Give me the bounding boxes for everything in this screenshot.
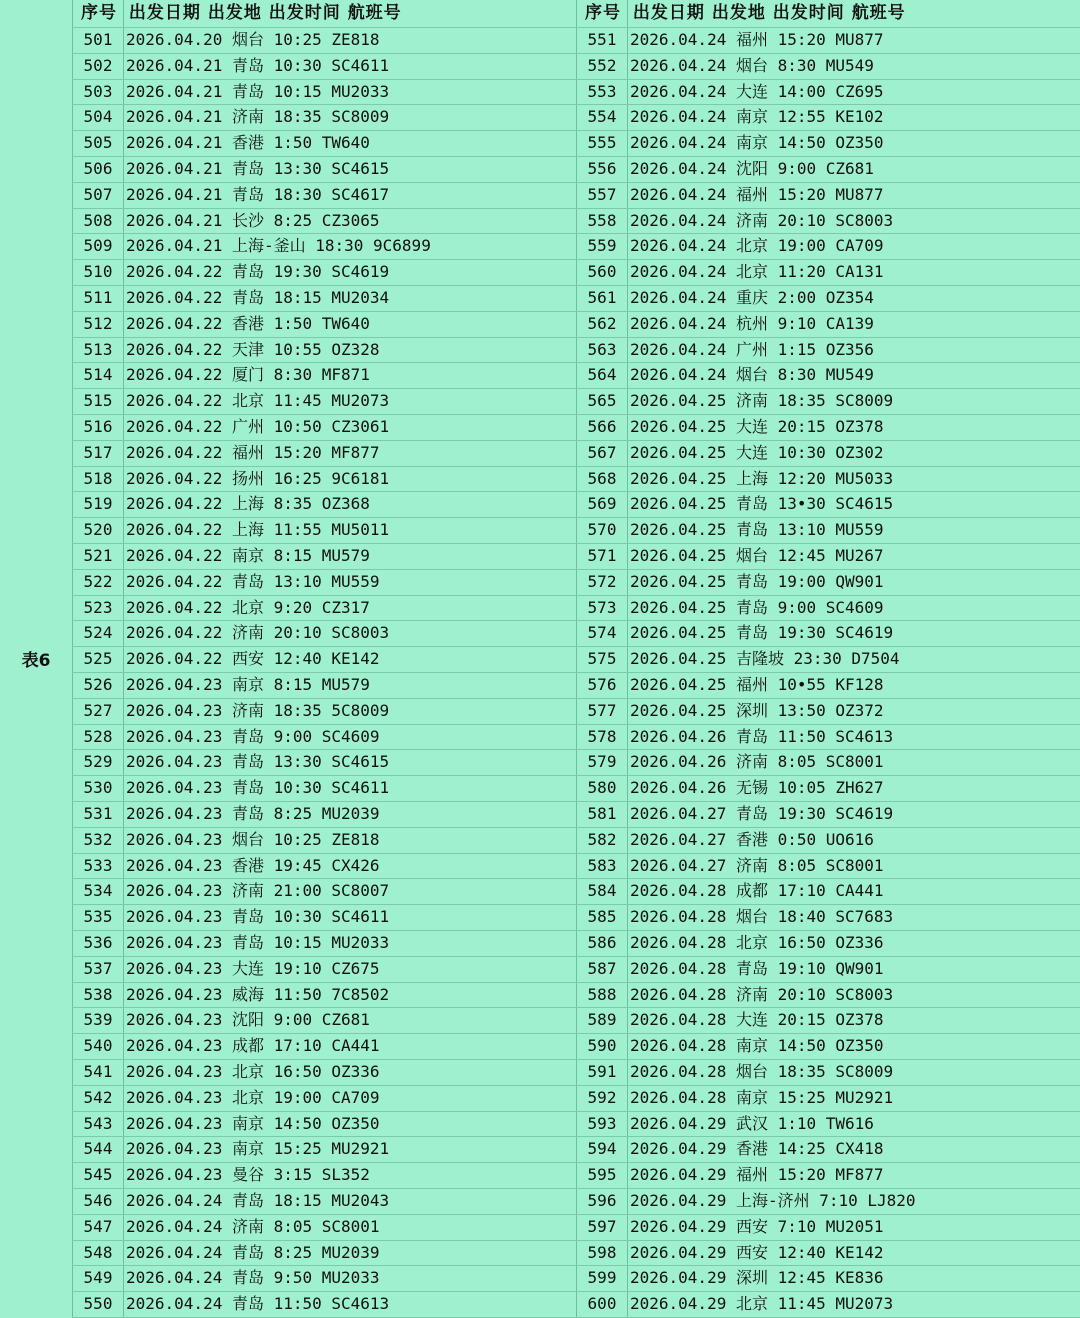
row-number: 590 [587,1036,617,1056]
row-divider [72,208,1080,209]
row-number: 563 [587,339,617,359]
flight-info: 2026.04.29 香港 14:25 CX418 [630,1139,884,1159]
row-number: 561 [587,288,617,307]
flight-info: 2026.04.24 烟台 8:30 MU549 [630,55,874,75]
row-number: 515 [83,391,113,411]
row-divider [72,853,1080,854]
flight-info: 2026.04.24 沈阳 9:00 CZ681 [630,159,874,178]
flight-info: 2026.04.23 大连 19:10 CZ675 [126,958,380,978]
flight-info: 2026.04.24 北京 19:00 CA709 [630,236,884,256]
row-number: 597 [587,1216,617,1236]
row-number: 573 [587,597,617,617]
header-origin: 出发地 [207,3,262,23]
flight-info: 2026.04.25 济南 18:35 SC8009 [630,391,894,411]
row-number: 537 [83,958,113,978]
row-number: 557 [587,184,617,204]
row-number: 504 [83,107,113,127]
row-divider [72,595,1080,596]
flight-info: 2026.04.22 香港 1:50 TW640 [126,313,370,333]
row-number: 527 [83,700,113,720]
flight-info: 2026.04.22 上海 11:55 MU5011 [126,520,390,540]
flight-info: 2026.04.21 香港 1:50 TW640 [126,133,370,153]
row-divider [72,517,1080,518]
flight-info: 2026.04.25 烟台 12:45 MU267 [630,546,884,565]
row-number: 560 [587,262,617,282]
flight-info: 2026.04.26 青岛 11:50 SC4613 [630,726,894,746]
row-divider [72,904,1080,905]
flight-info: 2026.04.22 扬州 16:25 9C6181 [126,468,390,488]
flight-info: 2026.04.24 济南 20:10 SC8003 [630,210,894,230]
row-divider [72,130,1080,131]
flight-info: 2026.04.24 青岛 11:50 SC4613 [126,1294,390,1314]
row-divider [72,440,1080,441]
flight-info: 2026.04.22 青岛 19:30 SC4619 [126,262,390,282]
row-divider [72,569,1080,570]
flight-info: 2026.04.28 青岛 19:10 QW901 [630,958,884,978]
flight-info: 2026.04.24 济南 8:05 SC8001 [126,1216,380,1236]
row-number: 516 [83,417,113,436]
flight-info: 2026.04.23 北京 16:50 OZ336 [126,1062,380,1081]
flight-info: 2026.04.26 济南 8:05 SC8001 [630,752,884,772]
header-no: 序号 [585,3,621,23]
row-number: 596 [587,1191,617,1210]
flight-info: 2026.04.22 上海 8:35 OZ368 [126,494,370,514]
row-number: 545 [83,1165,113,1185]
row-divider [72,956,1080,957]
row-number: 600 [587,1294,617,1314]
row-number: 569 [587,494,617,514]
row-divider [72,233,1080,234]
row-divider [72,182,1080,183]
row-divider [72,53,1080,54]
row-number: 581 [587,804,617,823]
flight-info: 2026.04.28 北京 16:50 OZ336 [630,933,884,952]
row-number: 536 [83,933,113,952]
row-number: 524 [83,623,113,643]
row-number: 542 [83,1087,113,1107]
flight-info: 2026.04.23 香港 19:45 CX426 [126,855,380,875]
right-header-row [580,0,906,27]
row-number: 523 [83,597,113,617]
flight-info: 2026.04.23 南京 14:50 OZ350 [126,1113,380,1133]
flight-info: 2026.04.25 上海 12:20 MU5033 [630,468,894,488]
row-divider [72,388,1080,389]
flight-info: 2026.04.22 北京 11:45 MU2073 [126,391,390,411]
row-number: 519 [83,494,113,514]
flight-info: 2026.04.25 吉隆坡 23:30 D7504 [630,649,900,669]
flight-info: 2026.04.29 福州 15:20 MF877 [630,1165,884,1185]
flight-info: 2026.04.24 大连 14:00 CZ695 [630,81,884,101]
flight-info: 2026.04.23 青岛 9:00 SC4609 [126,726,380,746]
flight-info: 2026.04.27 济南 8:05 SC8001 [630,855,884,875]
flight-info: 2026.04.21 济南 18:35 SC8009 [126,107,390,127]
header-time: 出发时间 [772,3,845,23]
row-number: 508 [83,210,113,230]
flight-info: 2026.04.23 青岛 8:25 MU2039 [126,804,380,823]
row-divider [72,285,1080,286]
flight-info: 2026.04.22 福州 15:20 MF877 [126,442,380,462]
flight-info: 2026.04.28 南京 15:25 MU2921 [630,1087,894,1107]
flight-info: 2026.04.25 深圳 13:50 OZ372 [630,700,884,720]
flight-info: 2026.04.29 上海-济州 7:10 LJ820 [630,1191,916,1210]
flight-info: 2026.04.24 烟台 8:30 MU549 [630,365,874,385]
row-number: 546 [83,1191,113,1210]
flight-info: 2026.04.21 长沙 8:25 CZ3065 [126,210,380,230]
flight-info: 2026.04.24 青岛 8:25 MU2039 [126,1242,380,1262]
row-divider [72,620,1080,621]
row-number: 513 [83,339,113,359]
flight-info: 2026.04.29 北京 11:45 MU2073 [630,1294,894,1314]
row-number: 578 [587,726,617,746]
row-number: 595 [587,1165,617,1185]
row-number: 567 [587,442,617,462]
row-divider [72,698,1080,699]
row-divider [72,1085,1080,1086]
row-divider [72,1007,1080,1008]
row-number: 575 [587,649,617,669]
flight-info: 2026.04.24 北京 11:20 CA131 [630,262,884,282]
flight-info: 2026.04.25 青岛 13•30 SC4615 [630,494,894,514]
row-number: 585 [587,907,617,927]
row-number: 543 [83,1113,113,1133]
row-number: 530 [83,778,113,798]
flight-info: 2026.04.24 南京 14:50 OZ350 [630,133,884,153]
row-divider [72,1162,1080,1163]
row-number: 566 [587,417,617,436]
flight-info: 2026.04.23 南京 15:25 MU2921 [126,1139,390,1159]
row-number: 574 [587,623,617,643]
flight-info: 2026.04.27 青岛 19:30 SC4619 [630,804,894,823]
row-number: 538 [83,984,113,1004]
flight-info: 2026.04.23 烟台 10:25 ZE818 [126,829,380,849]
flight-info: 2026.04.29 西安 7:10 MU2051 [630,1216,884,1236]
row-number: 512 [83,313,113,333]
row-number: 582 [587,829,617,849]
row-number: 592 [587,1087,617,1107]
flight-info: 2026.04.22 北京 9:20 CZ317 [126,597,370,617]
flight-info: 2026.04.24 福州 15:20 MU877 [630,30,884,49]
flight-info: 2026.04.24 重庆 2:00 OZ354 [630,288,874,307]
flight-info: 2026.04.22 济南 20:10 SC8003 [126,623,390,643]
row-divider [72,1136,1080,1137]
flight-info: 2026.04.22 青岛 13:10 MU559 [126,571,380,591]
flight-info: 2026.04.25 青岛 19:00 QW901 [630,571,884,591]
row-number: 565 [587,391,617,411]
flight-info: 2026.04.22 厦门 8:30 MF871 [126,365,370,385]
row-number: 556 [587,159,617,178]
row-number: 507 [83,184,113,204]
row-number: 589 [587,1010,617,1030]
row-number: 509 [83,236,113,256]
flight-info: 2026.04.22 广州 10:50 CZ3061 [126,417,390,436]
row-divider [72,672,1080,673]
row-divider [72,1240,1080,1241]
row-number: 522 [83,571,113,591]
row-divider [72,259,1080,260]
row-number: 525 [83,649,113,669]
flight-info: 2026.04.29 西安 12:40 KE142 [630,1242,884,1262]
flight-info: 2026.04.21 青岛 10:30 SC4611 [126,55,390,75]
flight-info: 2026.04.23 济南 18:35 5C8009 [126,700,390,720]
row-divider [72,27,1080,28]
row-divider [72,414,1080,415]
row-divider [72,79,1080,80]
flight-info: 2026.04.23 济南 21:00 SC8007 [126,881,390,901]
header-origin: 出发地 [711,3,766,23]
row-number: 580 [587,778,617,798]
row-number: 502 [83,55,113,75]
row-divider [72,646,1080,647]
row-divider [72,466,1080,467]
flight-info: 2026.04.25 大连 20:15 OZ378 [630,417,884,436]
row-number: 571 [587,546,617,565]
row-number: 570 [587,520,617,540]
row-number: 552 [587,55,617,75]
row-number: 579 [587,752,617,772]
left-header-row [76,0,402,27]
header-flight: 航班号 [851,3,906,23]
flight-info: 2026.04.23 威海 11:50 7C8502 [126,984,390,1004]
row-divider [72,1033,1080,1034]
row-number: 539 [83,1010,113,1030]
flight-info: 2026.04.28 烟台 18:40 SC7683 [630,907,894,927]
flight-info: 2026.04.28 济南 20:10 SC8003 [630,984,894,1004]
row-divider [72,1111,1080,1112]
row-divider [72,930,1080,931]
flight-info: 2026.04.25 青岛 13:10 MU559 [630,520,884,540]
row-number: 586 [587,933,617,952]
row-number: 534 [83,881,113,901]
flight-info: 2026.04.22 天津 10:55 OZ328 [126,339,380,359]
row-number: 555 [587,133,617,153]
flight-info: 2026.04.23 北京 19:00 CA709 [126,1087,380,1107]
row-number: 503 [83,81,113,101]
row-number: 591 [587,1062,617,1081]
row-number: 549 [83,1268,113,1288]
row-divider [72,775,1080,776]
flight-info: 2026.04.23 成都 17:10 CA441 [126,1036,380,1056]
row-divider [72,311,1080,312]
row-number: 517 [83,442,113,462]
row-number: 583 [587,855,617,875]
row-number: 521 [83,546,113,565]
row-number: 572 [587,571,617,591]
row-number: 587 [587,958,617,978]
row-divider [72,1291,1080,1292]
row-number: 593 [587,1113,617,1133]
row-number: 553 [587,81,617,101]
row-divider [72,1214,1080,1215]
row-number: 529 [83,752,113,772]
flight-info: 2026.04.27 香港 0:50 UO616 [630,829,874,849]
flight-info: 2026.04.23 青岛 13:30 SC4615 [126,752,390,772]
flight-info: 2026.04.21 青岛 10:15 MU2033 [126,81,390,101]
flight-info: 2026.04.24 广州 1:15 OZ356 [630,339,874,359]
flight-info: 2026.04.26 无锡 10:05 ZH627 [630,778,884,798]
flight-info: 2026.04.29 武汉 1:10 TW616 [630,1113,874,1133]
row-divider [72,491,1080,492]
flight-info: 2026.04.20 烟台 10:25 ZE818 [126,30,380,49]
row-number: 505 [83,133,113,153]
flight-info: 2026.04.25 福州 10•55 KF128 [630,675,884,694]
flight-info: 2026.04.25 青岛 9:00 SC4609 [630,597,884,617]
row-number: 551 [587,30,617,49]
row-divider [72,156,1080,157]
row-number: 501 [83,30,113,49]
flight-info: 2026.04.28 烟台 18:35 SC8009 [630,1062,894,1081]
row-number: 598 [587,1242,617,1262]
row-number: 528 [83,726,113,746]
row-divider [72,749,1080,750]
row-divider [72,1265,1080,1266]
row-number: 584 [587,881,617,901]
flight-info: 2026.04.21 青岛 18:30 SC4617 [126,184,390,204]
flight-info: 2026.04.23 南京 8:15 MU579 [126,675,370,694]
flight-info: 2026.04.25 青岛 19:30 SC4619 [630,623,894,643]
row-number: 554 [587,107,617,127]
row-divider [72,104,1080,105]
flight-info: 2026.04.23 沈阳 9:00 CZ681 [126,1010,370,1030]
row-divider [72,1188,1080,1189]
row-number: 518 [83,468,113,488]
row-number: 577 [587,700,617,720]
header-flight: 航班号 [347,3,402,23]
row-number: 547 [83,1216,113,1236]
flight-info: 2026.04.23 青岛 10:30 SC4611 [126,907,390,927]
header-time: 出发时间 [268,3,341,23]
row-number: 568 [587,468,617,488]
row-number: 599 [587,1268,617,1288]
row-number: 548 [83,1242,113,1262]
row-number: 544 [83,1139,113,1159]
row-number: 533 [83,855,113,875]
flight-info: 2026.04.22 西安 12:40 KE142 [126,649,380,669]
header-no: 序号 [81,3,117,23]
row-number: 535 [83,907,113,927]
row-divider [72,1059,1080,1060]
row-divider [72,982,1080,983]
row-number: 562 [587,313,617,333]
row-number: 588 [587,984,617,1004]
row-divider [72,362,1080,363]
flight-info: 2026.04.22 南京 8:15 MU579 [126,546,370,565]
row-divider [72,827,1080,828]
row-number: 558 [587,210,617,230]
table-label-cell [0,0,72,1317]
flight-info: 2026.04.23 曼谷 3:15 SL352 [126,1165,370,1185]
row-number: 526 [83,675,113,694]
flight-info: 2026.04.24 南京 12:55 KE102 [630,107,884,127]
flight-info: 2026.04.24 青岛 9:50 MU2033 [126,1268,380,1288]
row-divider [72,543,1080,544]
row-number: 514 [83,365,113,385]
flight-info: 2026.04.24 福州 15:20 MU877 [630,184,884,204]
row-divider [72,878,1080,879]
flight-info: 2026.04.21 青岛 13:30 SC4615 [126,159,390,178]
flight-info: 2026.04.29 深圳 12:45 KE836 [630,1268,884,1288]
row-number: 506 [83,159,113,178]
row-number: 520 [83,520,113,540]
flight-info: 2026.04.21 上海-釜山 18:30 9C6899 [126,236,431,256]
header-date: 出发日期 [128,3,201,23]
flight-info: 2026.04.25 大连 10:30 OZ302 [630,442,884,462]
header-date: 出发日期 [632,3,705,23]
table-label: 表6 [21,651,51,671]
row-number: 564 [587,365,617,385]
flight-info: 2026.04.23 青岛 10:15 MU2033 [126,933,390,952]
flight-info: 2026.04.23 青岛 10:30 SC4611 [126,778,390,798]
row-divider [72,801,1080,802]
flight-info: 2026.04.28 成都 17:10 CA441 [630,881,884,901]
flight-info: 2026.04.24 杭州 9:10 CA139 [630,313,874,333]
row-number: 511 [83,288,113,307]
row-number: 541 [83,1062,113,1081]
row-number: 531 [83,804,113,823]
row-number: 510 [83,262,113,282]
row-divider [72,337,1080,338]
row-divider [72,724,1080,725]
row-number: 559 [587,236,617,256]
row-number: 550 [83,1294,113,1314]
row-number: 532 [83,829,113,849]
flight-info: 2026.04.22 青岛 18:15 MU2034 [126,288,390,307]
row-number: 540 [83,1036,113,1056]
flight-info: 2026.04.28 南京 14:50 OZ350 [630,1036,884,1056]
row-number: 576 [587,675,617,694]
flight-info: 2026.04.24 青岛 18:15 MU2043 [126,1191,390,1210]
row-number: 594 [587,1139,617,1159]
flight-info: 2026.04.28 大连 20:15 OZ378 [630,1010,884,1030]
